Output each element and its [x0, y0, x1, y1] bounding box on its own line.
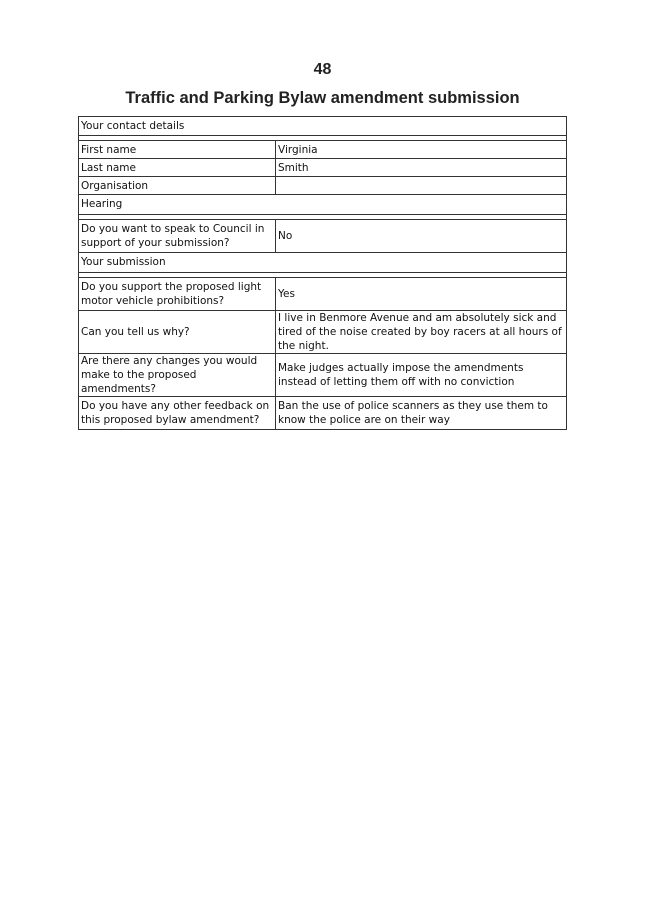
reason-label: Can you tell us why? [79, 311, 276, 354]
organisation-value [276, 177, 567, 195]
table-row [79, 311, 567, 354]
support-prohibitions-value: Yes [276, 278, 567, 311]
table-row [79, 159, 567, 177]
contact-details-table [78, 140, 567, 195]
organisation-label: Organisation [79, 177, 276, 195]
reason-value: I live in Benmore Avenue and am absolutely sick and tired of the noise created by boy racers at all hours of the night. [276, 311, 567, 354]
support-prohibitions-label: Do you support the proposed light motor vehicle prohibitions? [79, 278, 276, 311]
speak-to-council-value: No [276, 220, 567, 253]
table-row [79, 354, 567, 397]
document-title: Traffic and Parking Bylaw amendment submission [125, 89, 520, 107]
page-number: 48 [313, 61, 332, 78]
table-row [79, 397, 567, 430]
section-heading-hearing: Hearing [78, 195, 567, 215]
table-row [79, 177, 567, 195]
section-heading-submission: Your submission [78, 253, 567, 273]
submission-form [78, 116, 567, 430]
speak-to-council-label: Do you want to speak to Council in support of your submission? [79, 220, 276, 253]
hearing-table [78, 219, 567, 253]
other-feedback-value: Ban the use of police scanners as they use them to know the police are on their way [276, 397, 567, 430]
changes-label: Are there any changes you would make to the proposed amendments? [79, 354, 276, 397]
last-name-value: Smith [276, 159, 567, 177]
changes-value: Make judges actually impose the amendments instead of letting them off with no conviction [276, 354, 567, 397]
other-feedback-label: Do you have any other feedback on this proposed bylaw amendment? [79, 397, 276, 430]
first-name-value: Virginia [276, 141, 567, 159]
section-heading-contact: Your contact details [78, 116, 567, 136]
submission-table [78, 277, 567, 430]
last-name-label: Last name [79, 159, 276, 177]
first-name-label: First name [79, 141, 276, 159]
table-row [79, 220, 567, 253]
table-row [79, 141, 567, 159]
table-row [79, 278, 567, 311]
